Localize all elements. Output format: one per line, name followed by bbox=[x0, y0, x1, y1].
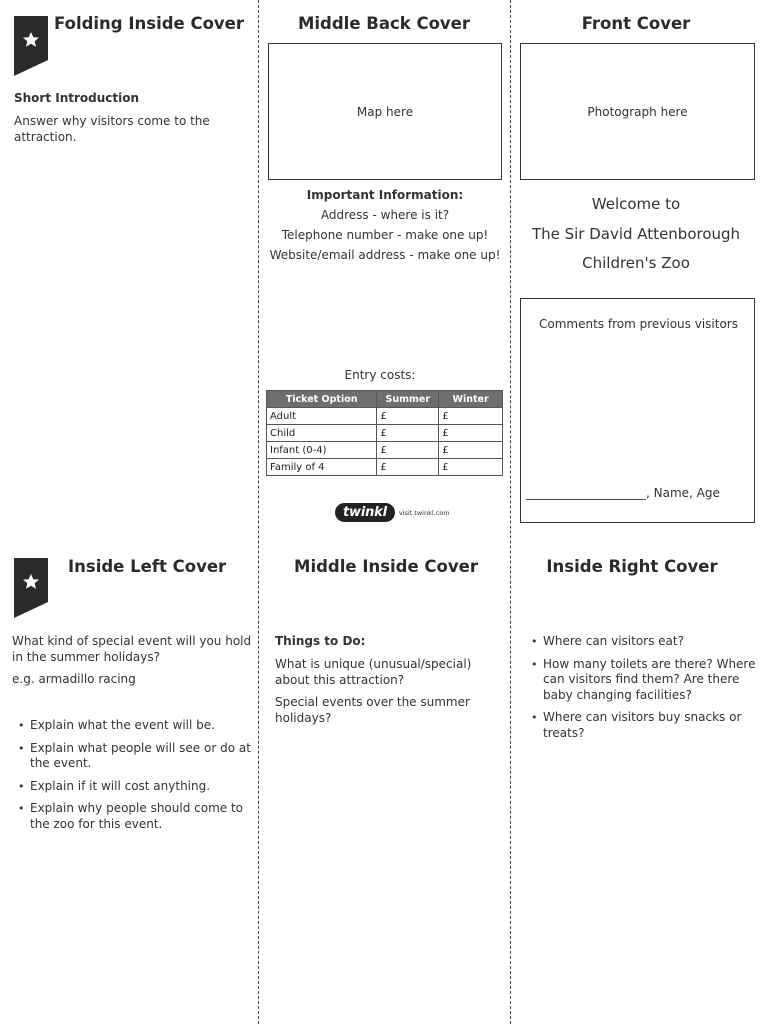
name-age-line: ____________________, Name, Age bbox=[526, 486, 720, 500]
special-events-prompt: Special events over the summer holidays? bbox=[275, 695, 470, 725]
comments-box bbox=[520, 298, 755, 523]
entry-costs-table bbox=[266, 390, 503, 476]
panel-title: Inside Left Cover bbox=[68, 557, 227, 576]
table-row bbox=[267, 425, 503, 442]
table-cell: Adult bbox=[267, 408, 377, 425]
map-placeholder-box bbox=[268, 43, 502, 180]
table-cell: £ bbox=[439, 408, 503, 425]
table-row bbox=[267, 442, 503, 459]
twinkl-logo-tagline: visit twinkl.com bbox=[398, 508, 450, 517]
table-header: Winter bbox=[439, 391, 503, 408]
welcome-line-2: The Sir David Attenborough bbox=[531, 225, 741, 243]
things-to-do-heading: Things to Do: bbox=[275, 634, 366, 648]
table-header-row bbox=[267, 391, 503, 408]
panel-title: Front Cover bbox=[581, 14, 691, 33]
important-information-heading: Important Information: bbox=[306, 188, 464, 202]
list-item: • Explain what the event will be. bbox=[12, 718, 252, 734]
panel-title: Folding Inside Cover bbox=[54, 14, 244, 33]
introduction-prompt: Answer why visitors come to the attraction. bbox=[14, 114, 210, 144]
list-item: • Explain what people will see or do at the event. bbox=[12, 741, 252, 772]
panel-title: Middle Inside Cover bbox=[294, 557, 478, 576]
photograph-placeholder-box bbox=[520, 43, 755, 180]
list-item: • Explain if it will cost anything. bbox=[12, 779, 252, 795]
table-row bbox=[267, 408, 503, 425]
table-cell: Child bbox=[267, 425, 377, 442]
twinkl-logo bbox=[335, 503, 450, 522]
telephone-prompt: Telephone number - make one up! bbox=[281, 228, 489, 242]
table-cell: £ bbox=[377, 459, 439, 476]
visitor-info-bullet-list bbox=[525, 634, 757, 748]
welcome-line-3: Children's Zoo bbox=[582, 254, 690, 272]
table-header: Summer bbox=[377, 391, 439, 408]
star-flag-icon bbox=[14, 558, 48, 618]
comments-label: Comments from previous visitors bbox=[539, 317, 738, 331]
twinkl-logo-mark: twinkl bbox=[335, 503, 395, 522]
table-header: Ticket Option bbox=[267, 391, 377, 408]
fold-divider-right bbox=[510, 0, 511, 1024]
table-row bbox=[267, 459, 503, 476]
fold-divider-left bbox=[258, 0, 259, 1024]
list-item: • Explain why people should come to the zoo for this event. bbox=[12, 801, 252, 832]
website-prompt: Website/email address - make one up! bbox=[269, 248, 501, 262]
short-introduction-heading: Short Introduction bbox=[14, 91, 140, 105]
photograph-placeholder-label: Photograph here bbox=[587, 104, 688, 119]
welcome-line-1: Welcome to bbox=[591, 195, 681, 213]
table-cell: £ bbox=[439, 459, 503, 476]
table-cell: Infant (0-4) bbox=[267, 442, 377, 459]
panel-title: Middle Back Cover bbox=[297, 14, 471, 33]
table-cell: £ bbox=[377, 408, 439, 425]
star-flag-icon bbox=[14, 16, 48, 76]
unique-attraction-prompt: What is unique (unusual/special) about this attraction? bbox=[275, 657, 472, 687]
table-cell: £ bbox=[377, 425, 439, 442]
table-cell: £ bbox=[439, 425, 503, 442]
list-item: • Where can visitors eat? bbox=[525, 634, 757, 650]
list-item: • Where can visitors buy snacks or treats? bbox=[525, 710, 757, 741]
entry-costs-label: Entry costs: bbox=[344, 368, 416, 382]
table-cell: £ bbox=[377, 442, 439, 459]
special-event-question: What kind of special event will you hold in the summer holidays? bbox=[12, 634, 252, 664]
map-placeholder-label: Map here bbox=[356, 104, 414, 119]
table-cell: £ bbox=[439, 442, 503, 459]
address-prompt: Address - where is it? bbox=[320, 208, 450, 222]
event-bullet-list bbox=[12, 718, 252, 839]
list-item: • How many toilets are there? Where can visitors find them? Are there baby changing facilities? bbox=[525, 657, 757, 704]
special-event-example: e.g. armadillo racing bbox=[12, 672, 136, 686]
table-cell: Family of 4 bbox=[267, 459, 377, 476]
panel-title: Inside Right Cover bbox=[546, 557, 718, 576]
